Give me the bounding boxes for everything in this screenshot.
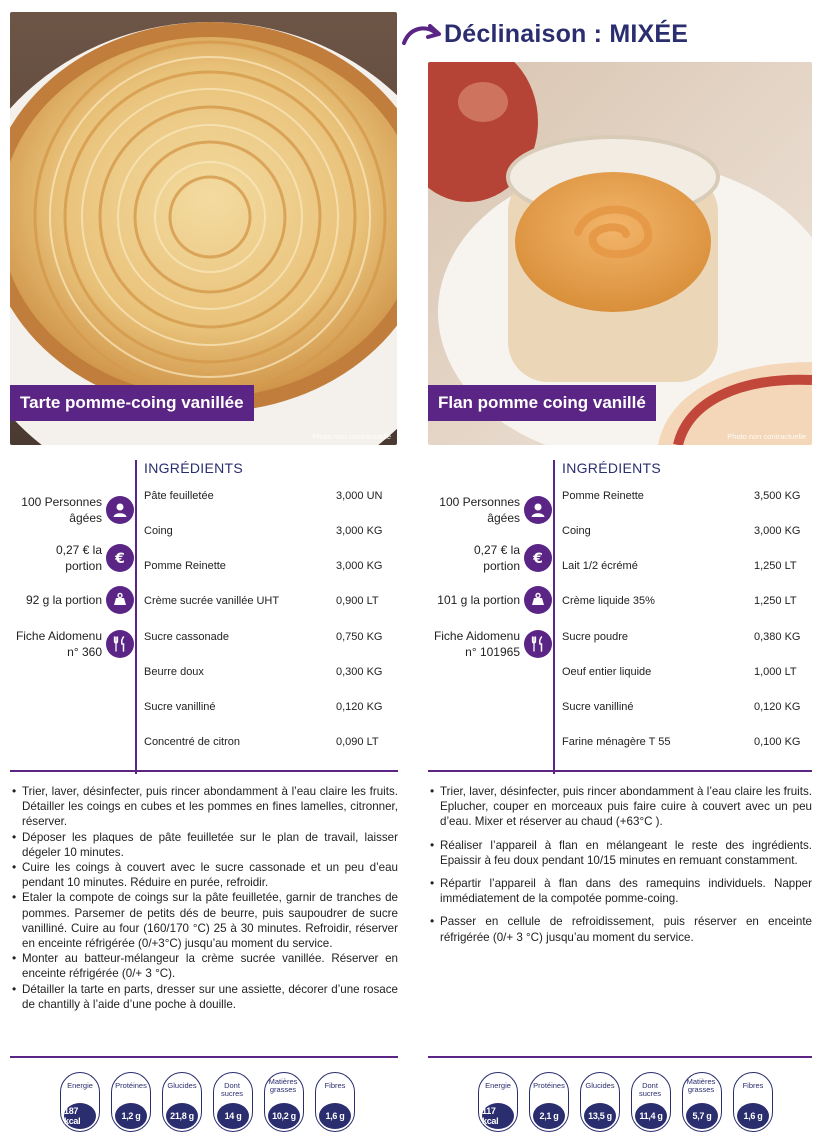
section-divider [10, 1056, 398, 1058]
ingredient-name: Sucre vanilliné [562, 701, 634, 713]
ingredient-name: Sucre vanilliné [144, 701, 216, 713]
nutrition-label: Matières grasses [268, 1077, 298, 1094]
ingredient-qty: 3,500 KG [754, 490, 801, 502]
svg-text:€: € [115, 551, 125, 567]
nutrition-carbs [160, 1072, 211, 1132]
ingredient-row [562, 595, 814, 615]
meta-persons-text: 100 Personnes âgées [21, 495, 102, 525]
ingredient-qty: 0,100 KG [754, 736, 801, 748]
nutrition-value: 21,8 g [166, 1103, 198, 1129]
meta-fiche-text: Fiche Aidomenu n° 360 [15, 629, 102, 659]
nutrition-label: Dont sucres [220, 1081, 244, 1098]
person-icon [106, 496, 134, 524]
step-item: • Réaliser l’appareil à flan en mélangeant le reste des ingrédients. Epaissir à feu doux pendant 10/15 minutes en remuant constamment. [428, 838, 812, 868]
ingredient-name: Pomme Reinette [562, 490, 644, 502]
photo-disclaimer: Photo non contractuelle [312, 432, 391, 441]
section-divider [10, 770, 398, 772]
ingredient-qty: 0,900 LT [336, 595, 379, 607]
nutrition-fibers [731, 1072, 782, 1132]
ingredient-name: Farine ménagère T 55 [562, 736, 671, 748]
step-item: • Trier, laver, désinfecter, puis rincer abondamment à l’eau claire les fruits. Détailler les coings en cubes et les pommes en fines lamelles, citronner, réserver. [10, 784, 398, 830]
tart-label: Tarte pomme-coing vanillée [10, 385, 254, 421]
ingredient-name: Concentré de citron [144, 736, 240, 748]
ingredient-qty: 1,000 LT [754, 666, 797, 678]
tart-photo [10, 12, 397, 445]
nutrition-label: Protéines [115, 1081, 147, 1090]
step-item: • Répartir l’appareil à flan dans des ramequins individuels. Napper immédiatement de la compotée pomme-coing. [428, 876, 812, 906]
recipe-steps [10, 784, 398, 1012]
nutrition-label: Energie [485, 1081, 511, 1090]
nutrition-energy [58, 1072, 109, 1132]
nutrition-proteins [109, 1072, 160, 1132]
meta-price-text: 0,27 € la portion [55, 543, 102, 573]
meta-price-text: 0,27 € la portion [473, 543, 520, 573]
step-item: • Déposer les plaques de pâte feuilletée sur le plan de travail, laisser dégeler 10 minutes. [10, 830, 398, 860]
ingredient-name: Pâte feuilletée [144, 490, 214, 502]
ingredient-name: Lait 1/2 écrémé [562, 560, 638, 572]
curved-arrow-icon [400, 19, 444, 49]
photo-disclaimer: Photo non contractuelle [727, 432, 806, 441]
nutrition-fats [262, 1072, 313, 1132]
ingredient-name: Crème sucrée vanillée UHT [144, 595, 280, 607]
nutrition-label: Dont sucres [638, 1081, 662, 1098]
ingredient-row [144, 525, 396, 545]
euro-icon [524, 544, 552, 572]
nutrition-value: 2,1 g [533, 1103, 565, 1129]
nutrition-value: 5,7 g [686, 1103, 718, 1129]
euro-icon [106, 544, 134, 572]
section-divider [428, 770, 812, 772]
step-item: • Passer en cellule de refroidissement, puis réserver en enceinte réfrigérée (0/+ 3 °C) jusqu’au moment du service. [428, 914, 812, 944]
meta-price [32, 542, 134, 574]
meta-persons [424, 494, 552, 526]
flan-photo [428, 62, 812, 445]
nutrition-carbs [578, 1072, 629, 1132]
nutrition-value: 1,6 g [319, 1103, 351, 1129]
ingredients-title: INGRÉDIENTS [562, 460, 661, 476]
ingredient-row [144, 631, 396, 651]
nutrition-value: 117 kcal [482, 1103, 514, 1129]
ingredient-name: Crème liquide 35% [562, 595, 655, 607]
ingredient-name: Pomme Reinette [144, 560, 226, 572]
person-icon [524, 496, 552, 524]
nutrition-fats [680, 1072, 731, 1132]
ingredient-qty: 0,300 KG [336, 666, 383, 678]
ingredient-row [562, 525, 814, 545]
scale-icon [524, 586, 552, 614]
nutrition-label: Fibres [324, 1081, 346, 1090]
ingredient-qty: 3,000 UN [336, 490, 383, 502]
nutrition-label: Matières grasses [686, 1077, 716, 1094]
nutrition-label: Energie [67, 1081, 93, 1090]
ingredient-qty: 1,250 LT [754, 560, 797, 572]
nutrition-fibers [313, 1072, 364, 1132]
ingredient-qty: 1,250 LT [754, 595, 797, 607]
ingredient-row [562, 490, 814, 510]
step-item: • Cuire les coings à couvert avec le sucre cassonade et un peu d’eau pendant 10 minutes. Réduire en purée, refroidir. [10, 860, 398, 890]
title-prefix: Déclinaison : [444, 19, 610, 48]
nutrition-sugars [211, 1072, 262, 1132]
meta-fiche [424, 628, 552, 660]
ingredient-name: Sucre poudre [562, 631, 629, 643]
nutrition-label: Glucides [167, 1081, 197, 1090]
nutrition-badges [58, 1072, 364, 1132]
ingredient-row [144, 490, 396, 510]
ingredient-row [562, 736, 814, 756]
ingredient-row [144, 560, 396, 580]
ingredient-name: Oeuf entier liquide [562, 666, 652, 678]
cutlery-icon [106, 630, 134, 658]
ingredient-name: Sucre cassonade [144, 631, 229, 643]
ingredient-row [562, 701, 814, 721]
ingredient-row [562, 631, 814, 651]
page-title [444, 20, 688, 49]
ingredient-qty: 0,380 KG [754, 631, 801, 643]
meta-price [450, 542, 552, 574]
vertical-divider [553, 460, 555, 774]
meta-persons [6, 494, 134, 526]
cutlery-icon [524, 630, 552, 658]
recipe-steps [428, 784, 812, 945]
ingredient-row [144, 736, 396, 756]
page-header [400, 14, 688, 54]
nutrition-value: 10,2 g [268, 1103, 300, 1129]
ingredient-row [562, 560, 814, 580]
step-item: • Détailler la tarte en parts, dresser sur une assiette, décorer d’une rosace de chantilly à l’aide d’une poche à douille. [10, 982, 398, 1012]
section-divider [428, 1056, 812, 1058]
meta-persons-text: 100 Personnes âgées [439, 495, 520, 525]
nutrition-energy [476, 1072, 527, 1132]
title-main: MIXÉE [609, 19, 689, 48]
ingredients-title: INGRÉDIENTS [144, 460, 243, 476]
meta-portion-text: 92 g la portion [25, 593, 102, 607]
meta-portion [420, 586, 552, 614]
step-item: • Trier, laver, désinfecter, puis rincer abondamment à l’eau claire les fruits. Eplucher, couper en morceaux puis faire cuire à couvert avec un peu d’eau. Mixer et réserver au chaud (+63°C ). [428, 784, 812, 830]
ingredient-name: Beurre doux [144, 666, 204, 678]
ingredient-qty: 0,120 KG [336, 701, 383, 713]
nutrition-value: 1,2 g [115, 1103, 147, 1129]
nutrition-label: Protéines [533, 1081, 565, 1090]
ingredient-qty: 0,750 KG [336, 631, 383, 643]
flan-label: Flan pomme coing vanillé [428, 385, 656, 421]
ingredient-row [144, 595, 396, 615]
ingredient-row [144, 701, 396, 721]
nutrition-value: 11,4 g [635, 1103, 667, 1129]
vertical-divider [135, 460, 137, 774]
meta-fiche-text: Fiche Aidomenu n° 101965 [433, 629, 520, 659]
meta-portion-text: 101 g la portion [437, 593, 520, 607]
ingredient-qty: 3,000 KG [336, 525, 383, 537]
step-item: • Monter au batteur-mélangeur la crème sucrée vanillée. Réserver en enceinte réfrigérée (0/+ 3 °C). [10, 951, 398, 981]
ingredient-qty: 3,000 KG [754, 525, 801, 537]
nutrition-value: 187 kcal [64, 1103, 96, 1129]
scale-icon [106, 586, 134, 614]
step-item: • Etaler la compote de coings sur la pâte feuilletée, garnir de tranches de pommes. Parsemer de petits dés de beurre, puis saupoudrer de sucre vanilliné. Cuire au four (160/170 °C) 25 à 30 minutes. Refroidir, réserver en enceinte réfrigérée (0/+3°C) jusqu’au moment du service. [10, 890, 398, 951]
ingredient-name: Coing [144, 525, 173, 537]
nutrition-label: Fibres [742, 1081, 764, 1090]
ingredient-qty: 3,000 KG [336, 560, 383, 572]
nutrition-sugars [629, 1072, 680, 1132]
ingredient-row [562, 666, 814, 686]
ingredient-row [144, 666, 396, 686]
meta-portion [2, 586, 134, 614]
svg-text:€: € [533, 551, 543, 567]
tart-image [10, 12, 397, 445]
nutrition-value: 1,6 g [737, 1103, 769, 1129]
ingredient-name: Coing [562, 525, 591, 537]
ingredient-qty: 0,120 KG [754, 701, 801, 713]
nutrition-label: Glucides [585, 1081, 615, 1090]
meta-fiche [6, 628, 134, 660]
nutrition-value: 14 g [217, 1103, 249, 1129]
nutrition-proteins [527, 1072, 578, 1132]
nutrition-value: 13,5 g [584, 1103, 616, 1129]
nutrition-badges [476, 1072, 782, 1132]
ingredient-qty: 0,090 LT [336, 736, 379, 748]
